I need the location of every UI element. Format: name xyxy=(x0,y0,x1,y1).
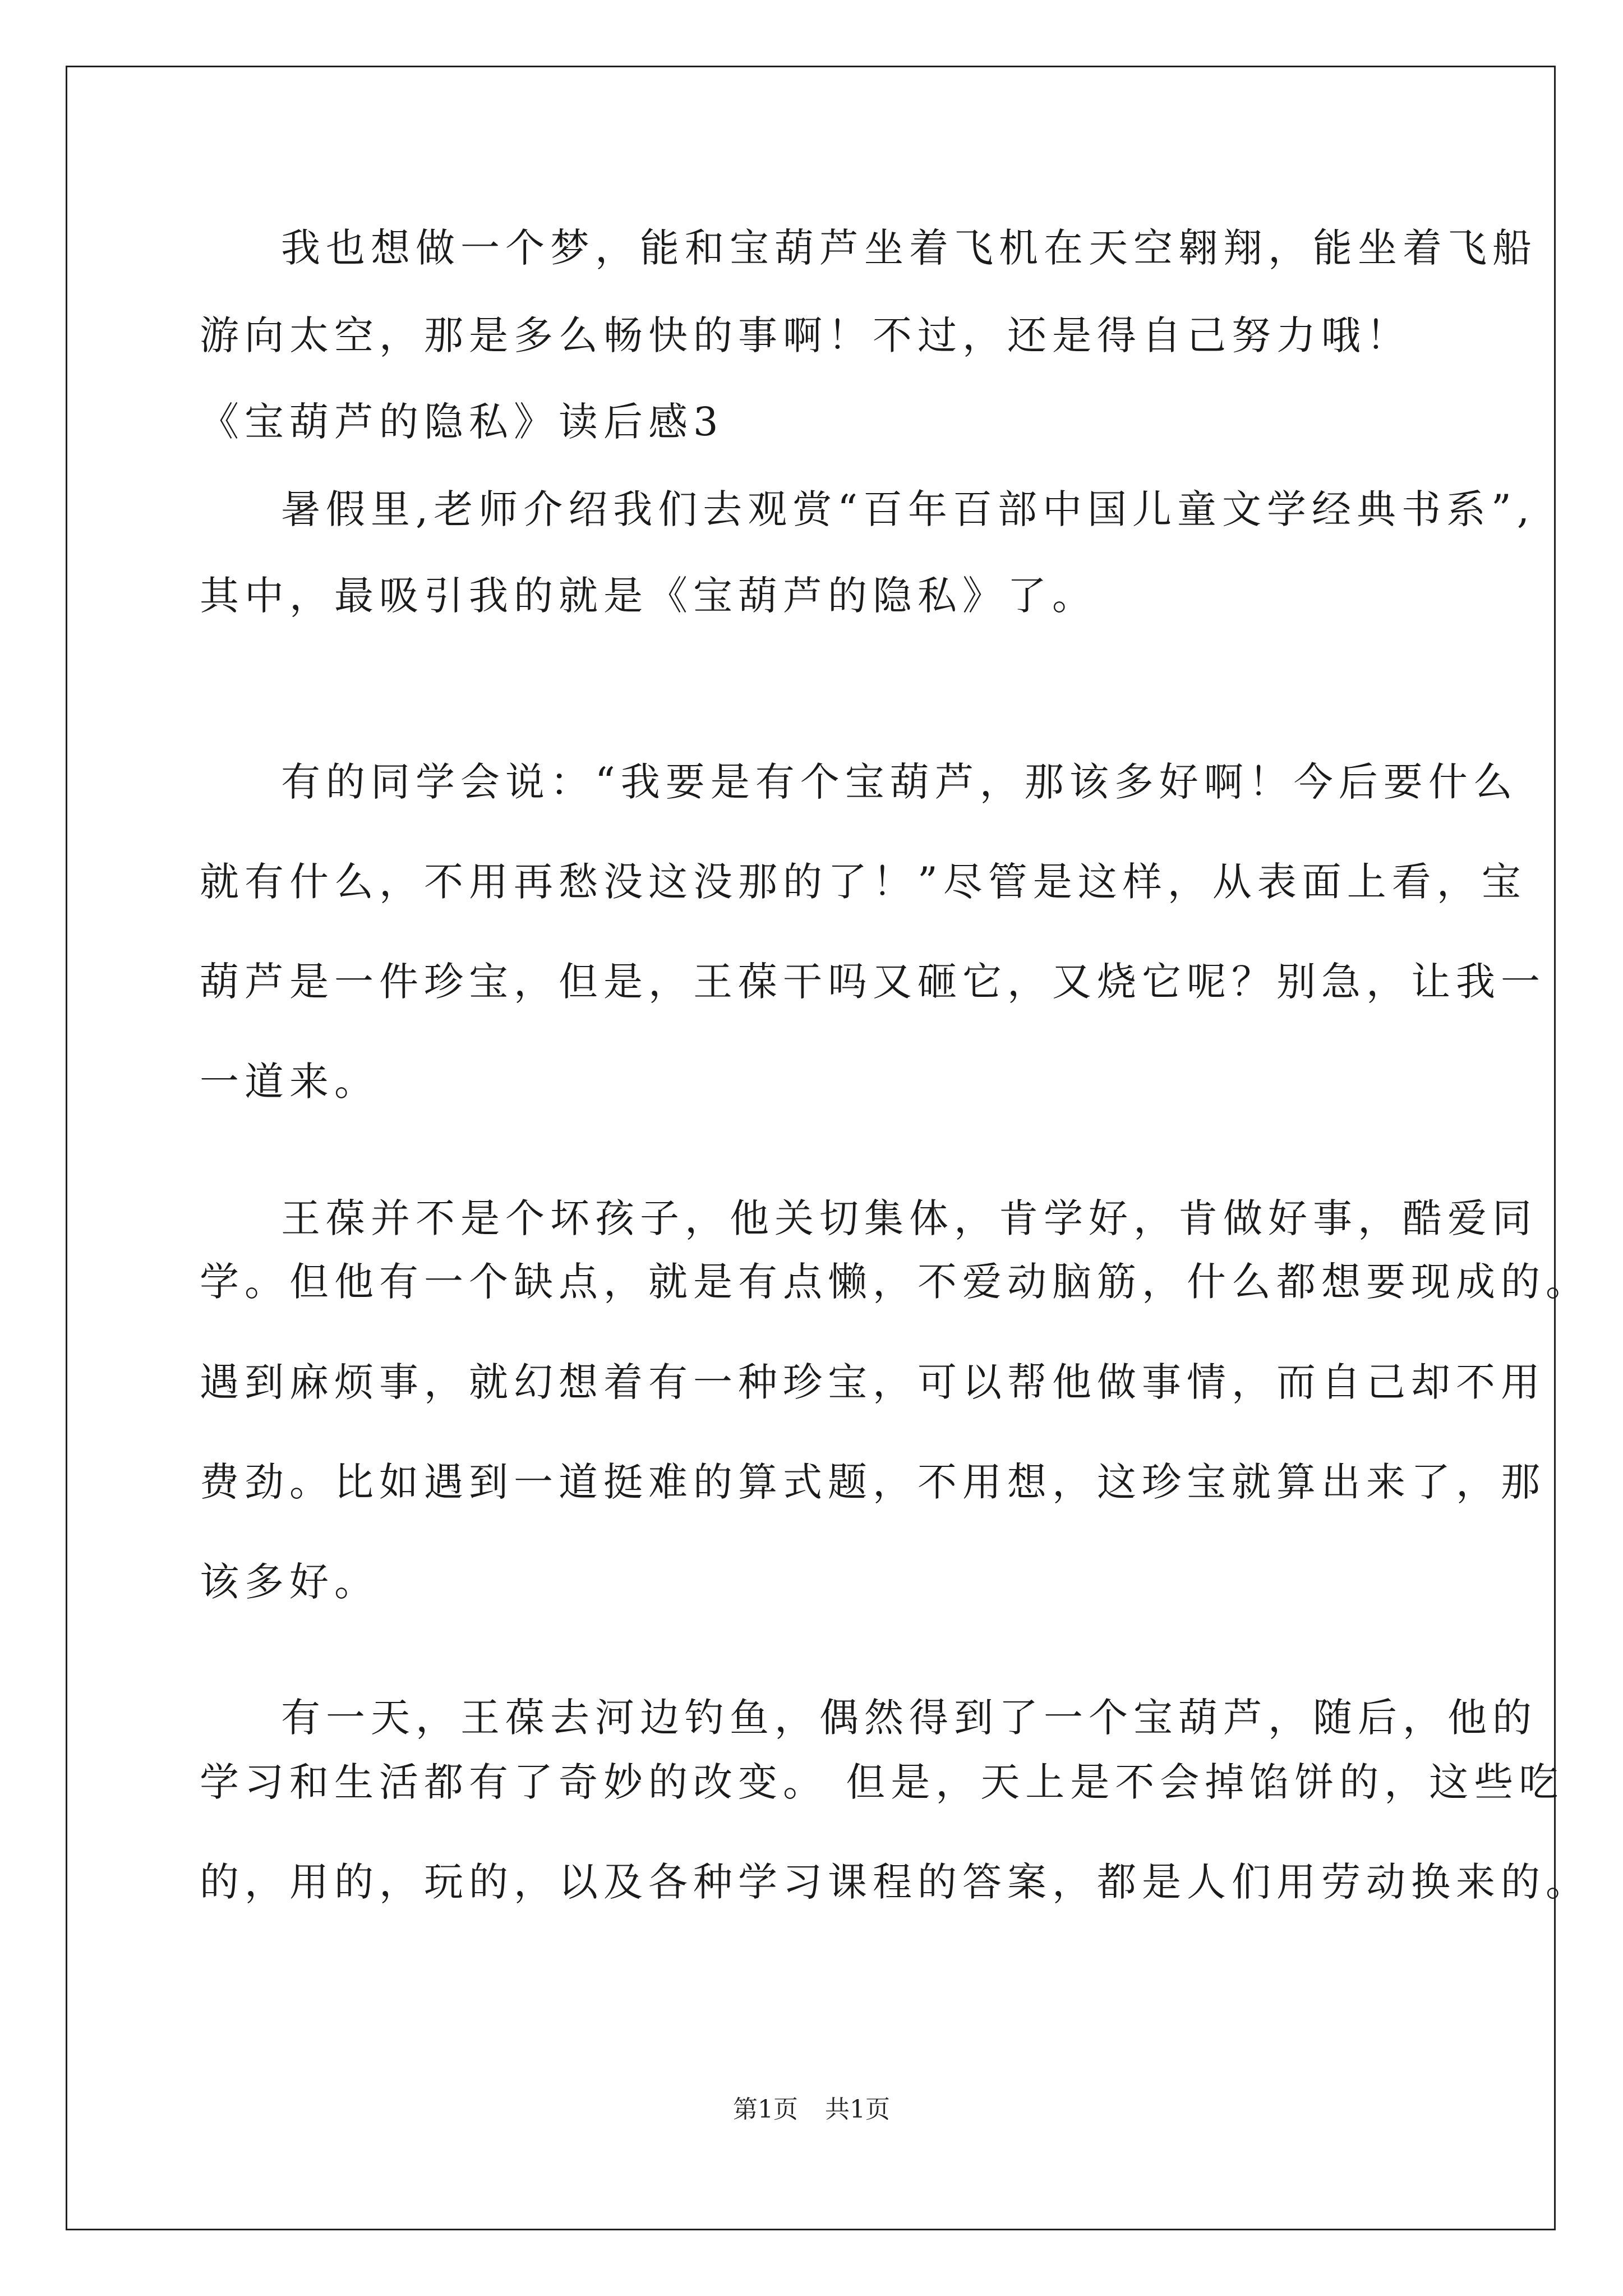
paragraph-line: 费劲。比如遇到一道挺难的算式题，不用想，这珍宝就算出来了，那 xyxy=(200,1459,1546,1505)
paragraph-line: 一道来。 xyxy=(200,1059,379,1105)
paragraph-line: 学。但他有一个缺点，就是有点懒，不爱动脑筋，什么都想要现成的。 xyxy=(200,1259,1590,1305)
page-total: 共1页 xyxy=(825,2095,890,2124)
paragraph-line: 的，用的，玩的，以及各种学习课程的答案，都是人们用劳动换来的。 xyxy=(200,1859,1590,1905)
page-number: 第1页 xyxy=(733,2095,798,2124)
paragraph-line: 我也想做一个梦，能和宝葫芦坐着飞机在天空翱翔，能坐着飞船 xyxy=(281,225,1537,271)
paragraph-line: 该多好。 xyxy=(200,1559,379,1605)
paragraph-line: 就有什么，不用再愁没这没那的了！”尽管是这样，从表面上看，宝 xyxy=(200,859,1527,905)
paragraph-line: 王葆并不是个坏孩子，他关切集体，肯学好，肯做好事，酷爱同 xyxy=(281,1195,1537,1241)
paragraph-line: 有一天，王葆去河边钓鱼，偶然得到了一个宝葫芦，随后，他的 xyxy=(281,1695,1537,1741)
paragraph-line: 遇到麻烦事，就幻想着有一种珍宝，可以帮他做事情，而自己却不用 xyxy=(200,1359,1546,1405)
paragraph-line: 暑假里,老师介绍我们去观赏“百年百部中国儿童文学经典书系”, xyxy=(281,486,1536,532)
page-footer xyxy=(0,2094,1623,2125)
paragraph-line: 有的同学会说：“我要是有个宝葫芦，那该多好啊！今后要什么 xyxy=(281,759,1518,805)
paragraph-line: 葫芦是一件珍宝，但是，王葆干吗又砸它，又烧它呢？别急，让我一 xyxy=(200,959,1546,1005)
paragraph-line: 学习和生活都有了奇妙的改变。 但是，天上是不会掉馅饼的，这些吃 xyxy=(200,1759,1564,1805)
paragraph-line: 其中，最吸引我的就是《宝葫芦的隐私》了。 xyxy=(200,573,1097,619)
paragraph-line: 游向太空，那是多么畅快的事啊！不过，还是得自己努力哦！ xyxy=(200,312,1411,358)
section-heading: 《宝葫芦的隐私》读后感3 xyxy=(200,399,724,445)
